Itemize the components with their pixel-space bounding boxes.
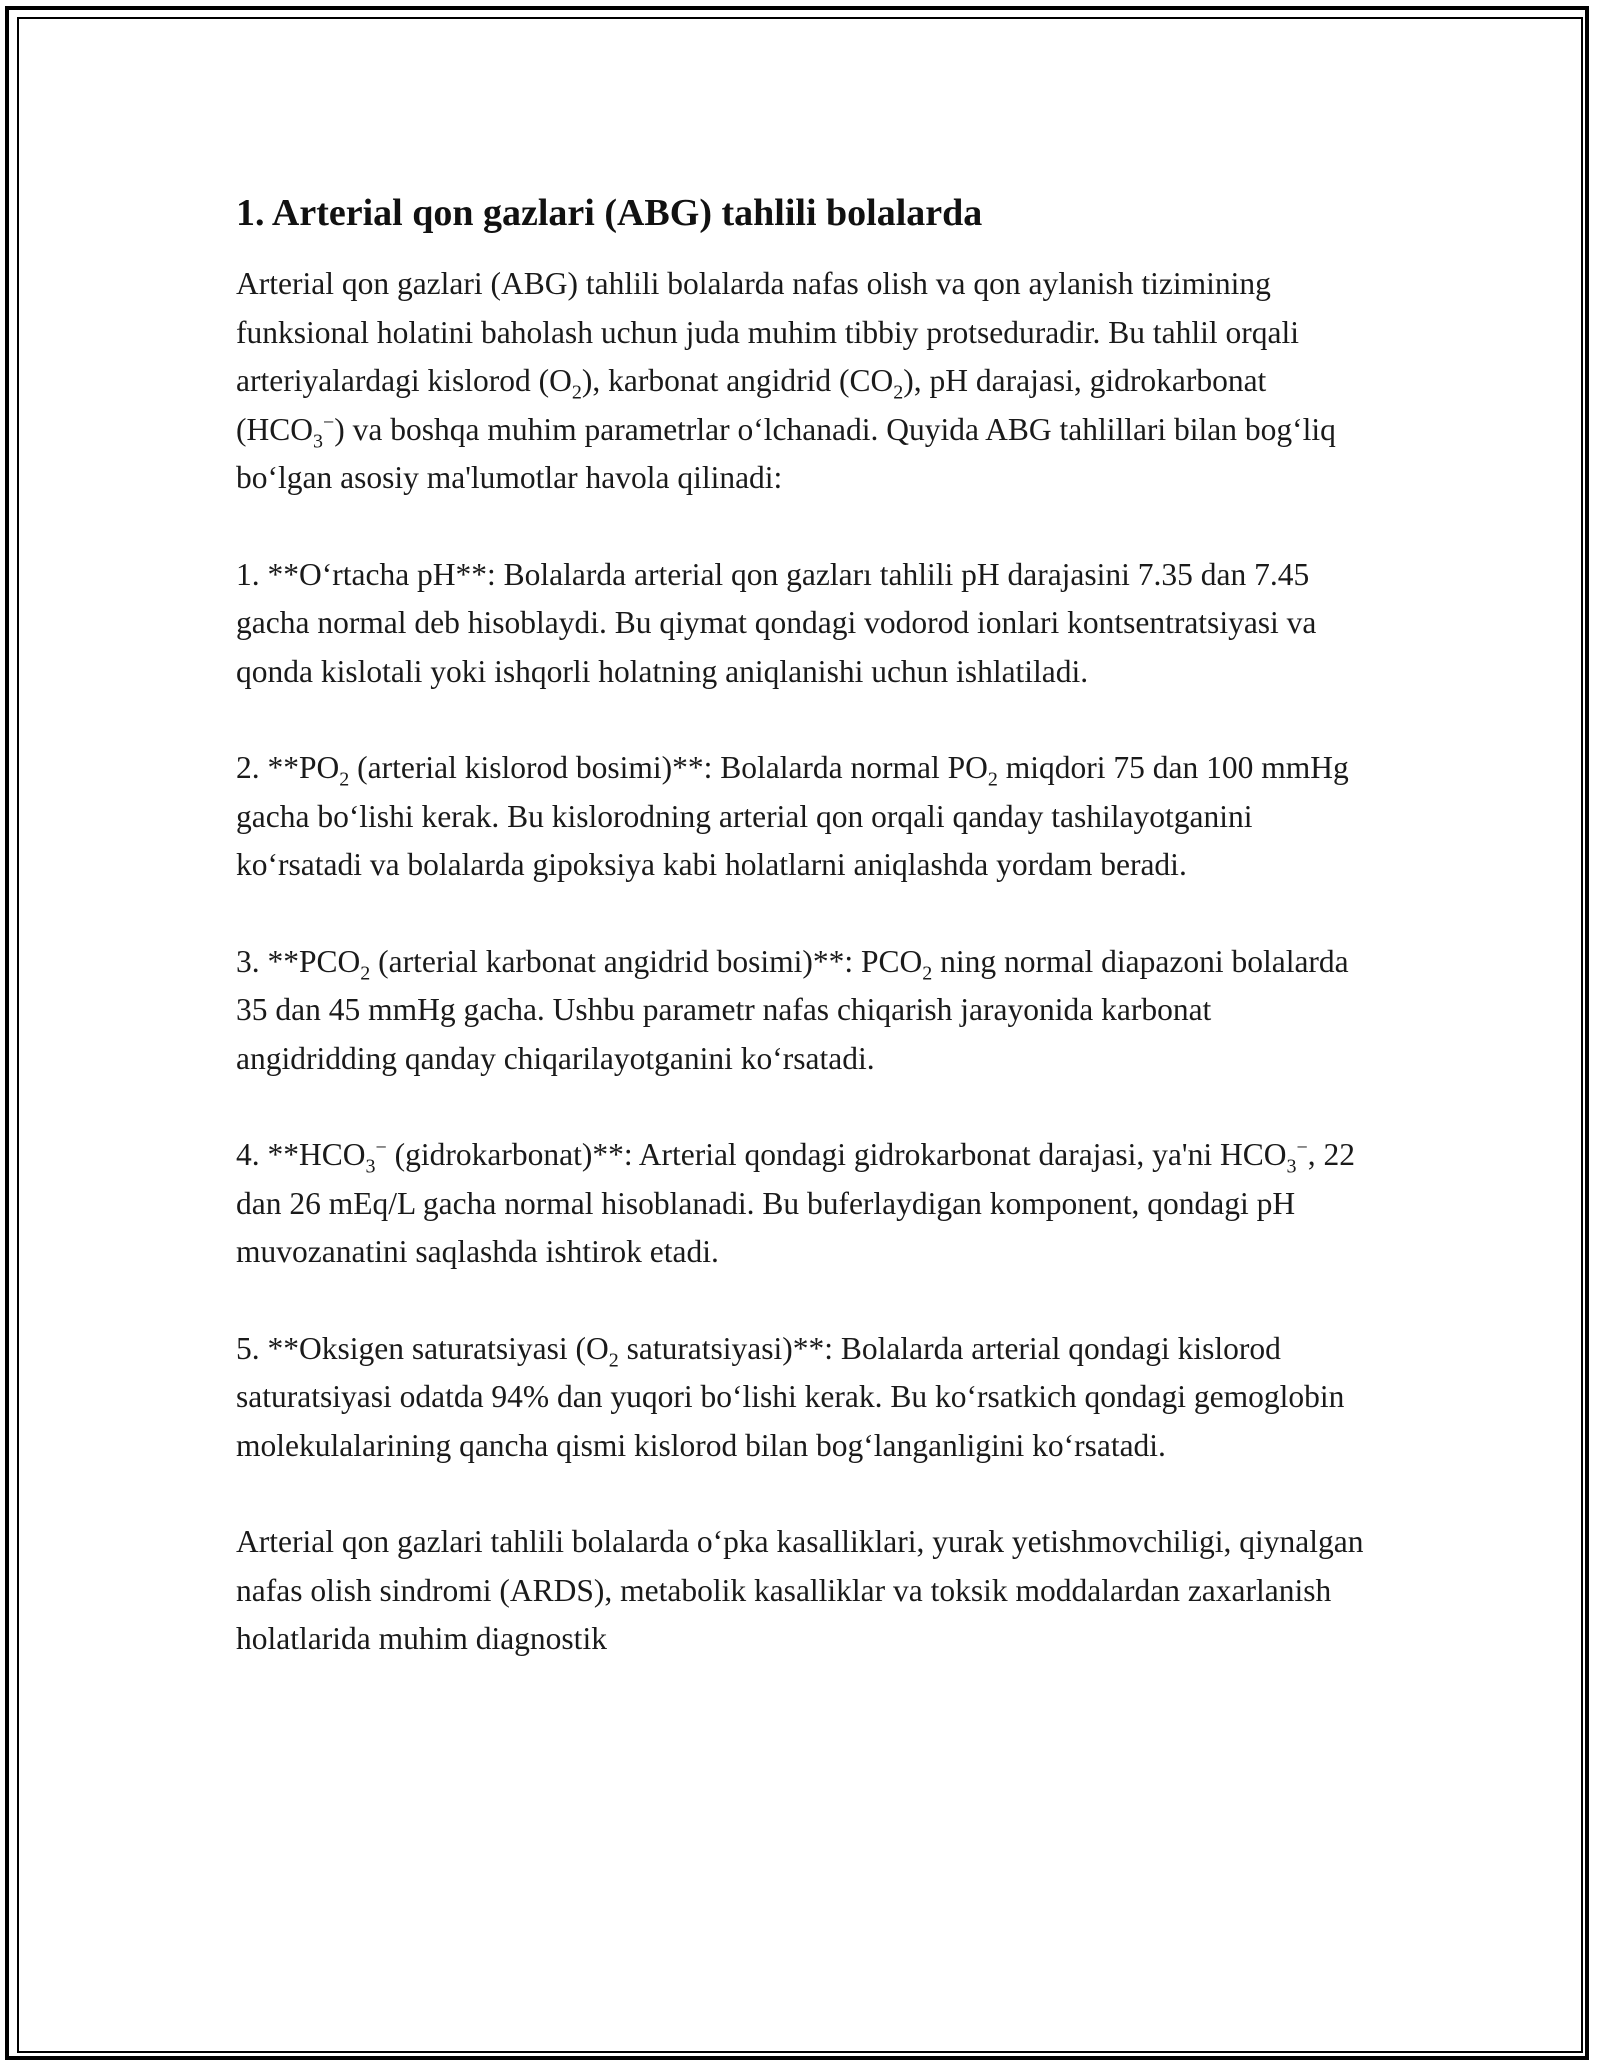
body-paragraph [236, 744, 1376, 890]
superscript: − [375, 1136, 387, 1159]
subscript: 3 [1286, 1155, 1297, 1178]
text-run: ) va boshqa muhim parametrlar o‘lchanadi. Quyida ABG tahlillari bilan bog‘liq bo‘lgan asosiy ma'lumotlar havola qilinadi: [236, 411, 1336, 495]
body-paragraph [236, 938, 1376, 1084]
text-run: 3. **PCO [236, 943, 361, 979]
text-run: Arterial qon gazlari tahlili bolalarda o‘pka kasalliklari, yurak yetishmovchiligi, qiynalgan nafas olish sindromi (ARDS), metabolik kasalliklar va toksik moddalardan zaxarlanish holatlarida muhim diagnostik [236, 1524, 1364, 1656]
subscript: 2 [893, 381, 904, 404]
subscript: 2 [571, 381, 582, 404]
text-run: ), pH darajasi, gidrokarbonat (HCO [236, 363, 1267, 447]
body-paragraph [236, 1325, 1376, 1471]
body-paragraph [236, 1131, 1376, 1277]
text-run: Arterial qon gazlari (ABG) tahlili bolalarda nafas olish va qon aylanish tizimining funksional holatini baholash uchun juda muhim tibbiy protseduradir. Bu tahlil orqali arteriyalardagi kislorod (O [236, 266, 1299, 398]
subscript: 2 [339, 768, 350, 791]
text-run: (gidrokarbonat)**: Arterial qondagi gidrokarbonat darajasi, ya'ni HCO [386, 1137, 1287, 1172]
text-run: 4. **HCO [236, 1137, 366, 1172]
body-paragraph [236, 1518, 1376, 1664]
body-paragraph [236, 551, 1376, 697]
subscript: 3 [365, 1155, 376, 1178]
text-run: 1. **O‘rtacha pH**: Bolalarda arterial qon gazları tahlili pH darajasini 7.35 dan 7.45 gacha normal deb hisoblaydi. Bu qiymat qondagi vodorod ionlari kontsentratsiyasi va qonda kislotali yoki ishqorli holatning aniqlanishi uchun ishlatiladi. [236, 556, 1317, 689]
text-run: ning normal diapazoni bolalarda 35 dan 45 mmHg gacha. Ushbu parametr nafas chiqarish jarayonida karbonat angidridding qanday chiqarilayotganini ko‘rsatadi. [236, 943, 1349, 1076]
text-run: miqdori 75 dan 100 mmHg gacha bo‘lishi kerak. Bu kislorodning arterial qon orqali qanday tashilayotganini ko‘rsatadi va bolalarda gipoksiya kabi holatlarni aniqlashda yordam beradi. [236, 750, 1349, 882]
text-run: (arterial karbonat angidrid bosimi)**: PCO [370, 943, 923, 979]
text-run: 2. **PO [236, 750, 340, 785]
text-run: saturatsiyasi)**: Bolalarda arterial qondagi kislorod saturatsiyasi odatda 94% dan yuqori bo‘lishi kerak. Bu ko‘rsatkich qondagi gemoglobin molekulalarining qancha qismi kislorod bilan bog‘langanligini ko‘rsatadi. [236, 1330, 1345, 1463]
text-run: (arterial kislorod bosimi)**: Bolalarda normal PO [349, 750, 988, 785]
subscript: 2 [360, 961, 371, 984]
superscript: − [1296, 1136, 1308, 1159]
subscript: 3 [313, 429, 323, 452]
intro-paragraph [236, 260, 1376, 503]
text-run: , 22 dan 26 mEq/L gacha normal hisoblanadi. Bu buferlaydigan komponent, qondagi pH muvozanatini saqlashda ishtirok etadi. [236, 1137, 1356, 1269]
subscript: 2 [922, 961, 933, 984]
subscript: 2 [987, 768, 998, 791]
superscript: − [323, 411, 335, 433]
text-run: ), karbonat angidrid (CO [581, 363, 894, 398]
paragraph-list [236, 260, 1376, 1664]
section-heading: 1. Arterial qon gazlari (ABG) tahlili bolalarda [236, 192, 983, 234]
subscript: 2 [608, 1348, 619, 1371]
text-run: 5. **Oksigen saturatsiyasi (O [236, 1330, 609, 1366]
document-body [236, 188, 1376, 1712]
